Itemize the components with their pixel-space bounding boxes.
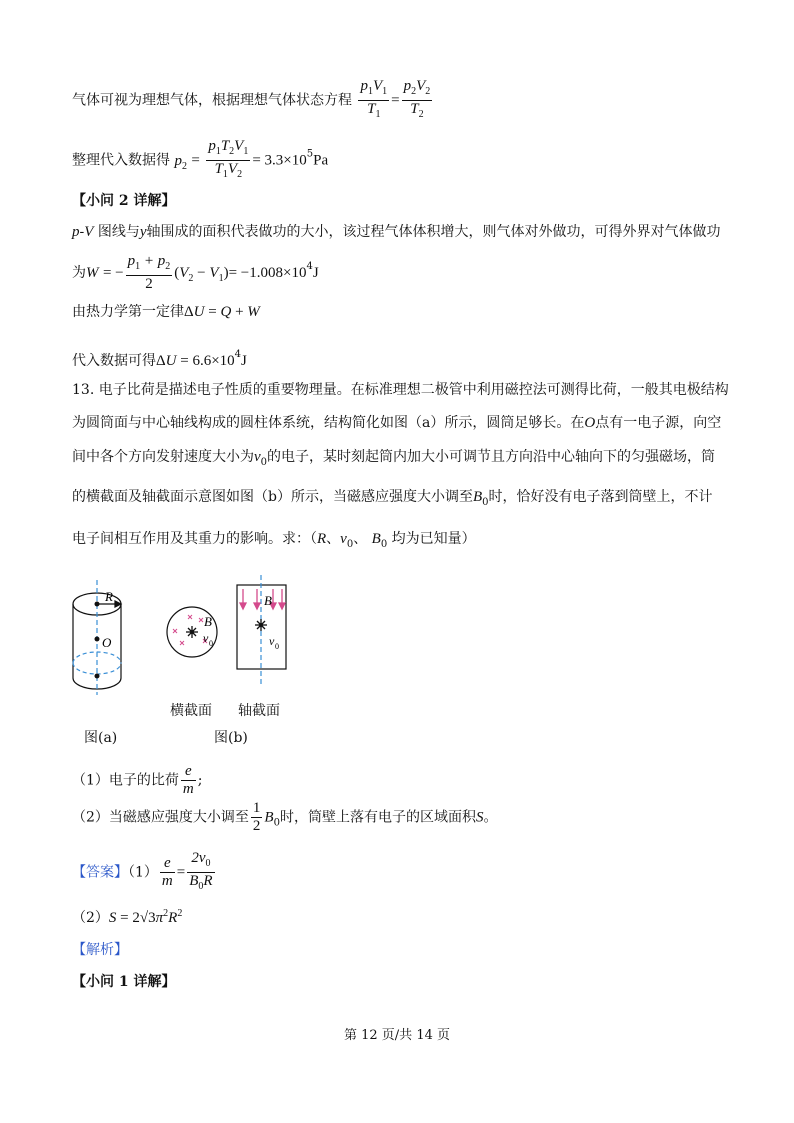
- sub-question-2: （2）当磁感应强度大小调至 $\frac{1}{2}$ $B_0$时，筒壁上落有电子的区域面积S。: [72, 800, 498, 834]
- cross-section-label: 横截面: [170, 703, 212, 719]
- q13-line-5-text-b: 均为已知量）: [391, 531, 476, 547]
- q13-line-3-text: 间中各个方向发射速度大小为: [72, 449, 254, 465]
- answer-line-2: $(2)S = 2√3\pi^2R^2$: [72, 908, 183, 926]
- q13-line-2-text: 为圆筒面与中心轴线构成的圆柱体系统，结构简化如图（a）所示，圆筒足够长。在: [72, 415, 585, 431]
- pv-line: p-V 图线与y轴围成的面积代表做功的大小，该过程气体体积增大，则气体对外做功，可得外界对气体做功: [72, 224, 721, 240]
- label-r: R: [105, 589, 113, 604]
- work-unit: J: [312, 265, 319, 281]
- first-law-line: 由热力学第一定律ΔU = Q + W: [72, 304, 260, 320]
- answer-2-prefix: （2）: [72, 910, 109, 926]
- first-law-text: 由热力学第一定律: [72, 304, 184, 320]
- pv-text2: 轴围成的面积代表做功的大小，该过程气体体积增大，则气体对外做功，可得外界对气体做功: [146, 224, 721, 240]
- delta-u-prefix: 代入数据可得: [72, 353, 156, 369]
- label-b-axial: B: [264, 593, 272, 608]
- delta-u-unit: J: [241, 353, 247, 369]
- label-v0-cross-sub: 0: [209, 639, 213, 648]
- delta-u-line: 代入数据可得$\Delta U = 6.6\times 10^4J$: [72, 349, 247, 369]
- q13-line-5-text: 电子间相互作用及其重力的影响。求：（: [72, 531, 317, 547]
- cross-section-figure: [167, 607, 217, 657]
- figure-diagram: [60, 575, 320, 700]
- q13-line-5: 电子间相互作用及其重力的影响。求：（R、$v_0$、 $B_0$ 均为已知量）: [72, 531, 476, 550]
- delta-u-exponent: 4: [234, 349, 242, 360]
- sub1-heading: 【小问 1 详解】: [72, 974, 176, 990]
- label-b-cross: B: [204, 614, 212, 629]
- label-v0-cross: v: [203, 631, 209, 645]
- page-footer: 第 12 页/共 14 页: [344, 1028, 450, 1043]
- q13-line-4-text-b: 时，恰好没有电子落到筒壁上，不计: [488, 489, 713, 505]
- sub-question-2-text-b: 时，筒壁上落有电子的区域面积: [279, 809, 476, 826]
- sub-question-2-text: （2）当磁感应强度大小调至: [72, 809, 249, 826]
- sub2-heading: 【小问 2 详解】: [72, 193, 176, 209]
- pv-text: 图线与: [97, 224, 140, 240]
- substitution-result: = 3.3×10: [252, 152, 307, 169]
- substitution-unit: Pa: [313, 152, 329, 169]
- label-v0-axial: v: [269, 634, 275, 648]
- axial-section-figure: [237, 575, 286, 687]
- analysis-label: 【解析】: [72, 942, 128, 958]
- sub-question-1-text: （1）电子的比荷: [72, 772, 179, 789]
- label-o: O: [102, 635, 112, 650]
- work-line: 为W = − $\frac{p_1 + p_2}{2}$ $(V_2 - V_1)= -1.008\times 10^4J$: [72, 253, 319, 292]
- label-v0-axial-sub: 0: [275, 642, 279, 651]
- q13-line-3: 间中各个方向发射速度大小为$v_0$的电子，某时刻起筒内加大小可调节且方向沿中心轴向下的匀强磁场，筒: [72, 449, 716, 468]
- q13-line-3-text-b: 的电子，某时刻起筒内加大小可调节且方向沿中心轴向下的匀强磁场，筒: [267, 449, 716, 465]
- axial-section-label: 轴截面: [238, 703, 280, 719]
- ideal-gas-text: 气体可视为理想气体，根据理想气体状态方程: [72, 92, 352, 109]
- q13-line-2: 为圆筒面与中心轴线构成的圆柱体系统，结构简化如图（a）所示，圆筒足够长。在O点有一电子源，向空: [72, 415, 722, 431]
- work-exponent: 4: [306, 261, 313, 272]
- work-prefix: 为: [72, 265, 86, 281]
- substitution-line: 整理代入数据得 $p_2$ = $\frac{p_1T_2V_1}{T_1V_2}$ = $3.3\times 10^5Pa$: [72, 138, 329, 180]
- work-result: = −1.008×10: [228, 265, 307, 281]
- substitution-exponent: 5: [306, 148, 314, 160]
- answer-line-1: 【答案】（1） $\frac{e}{m}$ = $\frac{2v_0}{B_0R}$: [72, 850, 213, 892]
- figure: [60, 575, 320, 746]
- delta-u-result: = 6.6×10: [180, 353, 235, 369]
- fig-a-label: 图(a): [84, 730, 118, 746]
- q13-line-4: 的横截面及轴截面示意图如图（b）所示，当磁感应强度大小调至$B_0$时，恰好没有电子落到筒壁上，不计: [72, 489, 713, 508]
- q13-line-2-text-b: 点有一电子源，向空: [595, 415, 722, 431]
- q13-line-4-text: 的横截面及轴截面示意图如图（b）所示，当磁感应强度大小调至: [72, 489, 473, 505]
- q13-line-1: 13. 电子比荷是描述电子性质的重要物理量。在标准理想二极管中利用磁控法可测得比荷，一般其电极结构: [72, 382, 729, 398]
- answer-label: 【答案】: [72, 864, 128, 881]
- ideal-gas-line: 气体可视为理想气体，根据理想气体状态方程 $\frac{p_1V_1}{T_1}$ = $\frac{p_2V_2}{T_2}$: [72, 78, 431, 120]
- sub-question-1: （1）电子的比荷 $\frac{e}{m}$ ;: [72, 763, 203, 797]
- fig-b-label: 图(b): [214, 730, 248, 746]
- answer-1-prefix: （1）: [128, 864, 158, 881]
- substitution-text: 整理代入数据得: [72, 152, 170, 169]
